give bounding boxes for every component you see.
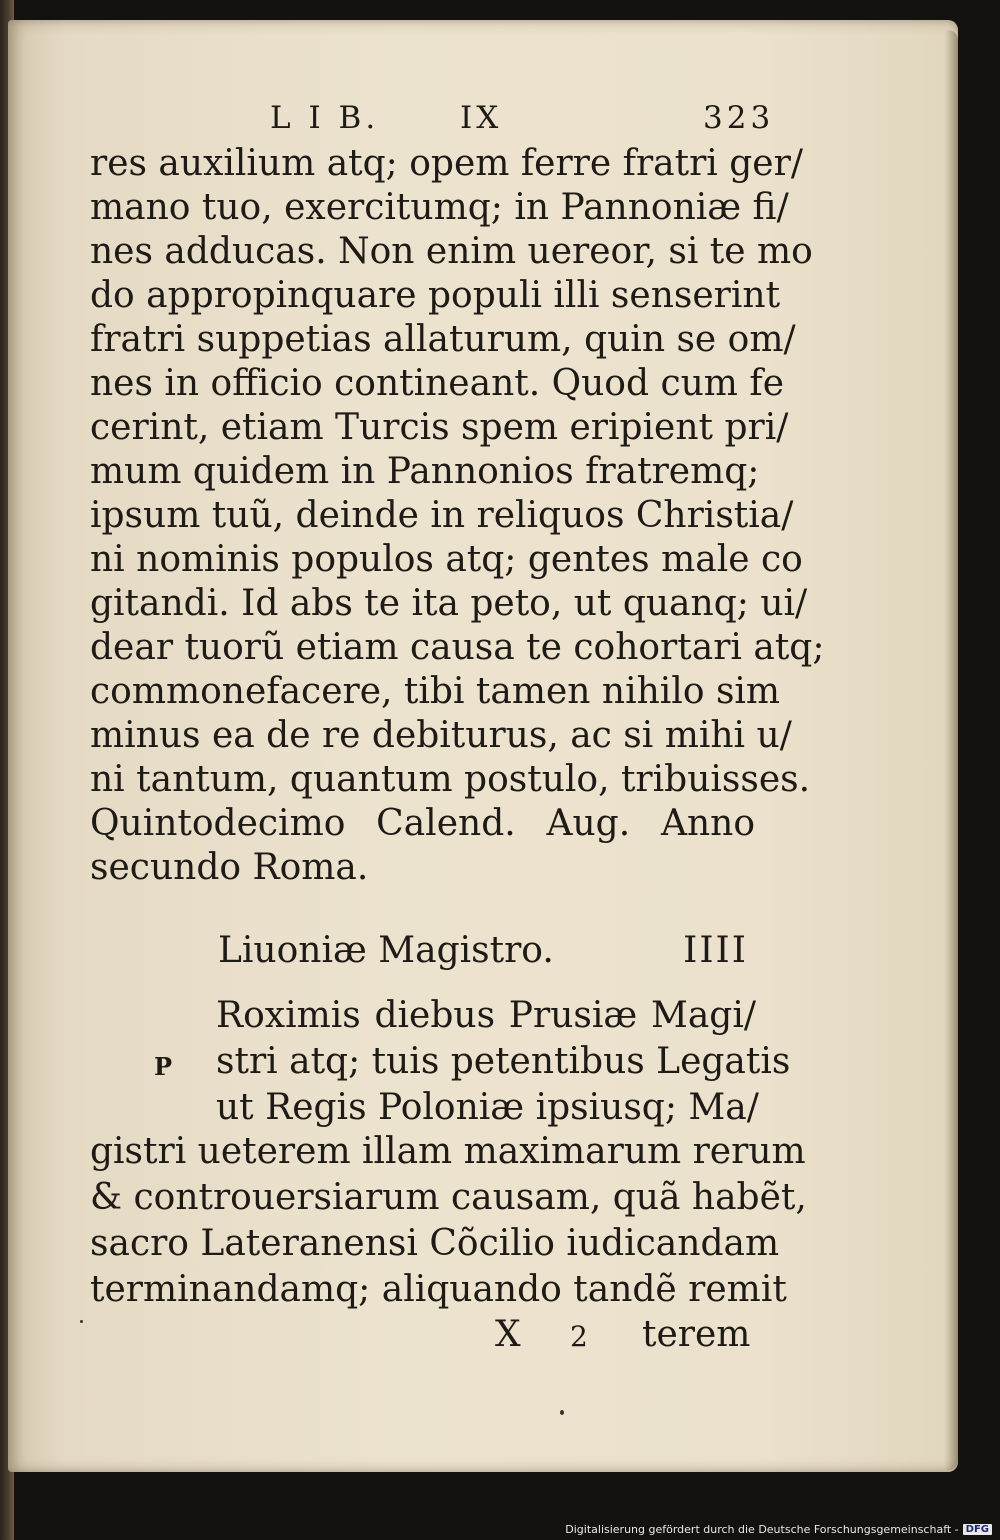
body-line: minus ea de re debiturus, ac si mihi u/ (90, 715, 792, 756)
dfg-logo-icon: DFG (963, 1524, 992, 1535)
catchword: terem (642, 1314, 751, 1355)
section-number: IIII (683, 930, 748, 971)
body-line: res auxilium atq; opem ferre fratri ger/ (90, 143, 803, 184)
body-line: nes in officio contineant. Quod cum fe (90, 363, 785, 404)
paper-speck (80, 1320, 83, 1323)
body-line: mum quidem in Pannonios fratremq; (90, 451, 760, 492)
body-line: gitandi. Id abs te ita peto, ut quanq; ui/ (90, 583, 808, 624)
body-line: commonefacere, tibi tamen nihilo sim (90, 671, 781, 712)
footer-credit: Digitalisierung gefördert durch die Deutsche Forschungsgemeinschaft - (565, 1523, 959, 1536)
signature-line (90, 1314, 755, 1360)
body-line: cerint, etiam Turcis spem eripient pri/ (90, 407, 789, 448)
book-page (8, 20, 958, 1472)
section-line: terminandamq; aliquando tandẽ remit (90, 1269, 787, 1310)
body-line: dear tuorũ etiam causa te cohortari atq; (90, 627, 825, 668)
running-head-book: L I B. (270, 100, 380, 136)
section-line-indented: stri atq; tuis petentibus Legatis (216, 1041, 791, 1082)
body-line: ni nominis populos atq; gentes male co (90, 539, 803, 580)
signature-mark: X (495, 1314, 521, 1355)
body-line: secundo Roma. (90, 847, 369, 888)
section-line: & controuersiarum causam, quã habẽt, (90, 1177, 807, 1218)
body-line: Quintodecimo Calend. Aug. Anno (90, 803, 755, 844)
page-number: 323 (703, 100, 775, 136)
body-line: ipsum tuũ, deinde in reliquos Christia/ (90, 495, 794, 536)
running-head (8, 100, 958, 140)
body-line: do appropinquare populi illi senserint (90, 275, 781, 316)
page-edge-shadow (944, 30, 958, 1470)
body-line: ni tantum, quantum postulo, tribuisses. (90, 759, 811, 800)
digitization-footer (565, 1523, 992, 1536)
section-line-indented: Roximis diebus Prusiæ Magi/ (216, 995, 756, 1036)
section-line-indented: ut Regis Poloniæ ipsiusq; Ma/ (216, 1087, 759, 1128)
section-heading (218, 930, 758, 976)
paper-speck (560, 1410, 564, 1415)
drop-initial: P (154, 1052, 173, 1081)
body-line: fratri suppetias allaturum, quin se om/ (90, 319, 796, 360)
section-line: sacro Lateranensi Cõcilio iudicandam (90, 1223, 780, 1264)
body-line: nes adducas. Non enim uereor, si te mo (90, 231, 813, 272)
section-line: gistri ueterem illam maximarum rerum (90, 1131, 806, 1172)
section-heading-title: Liuoniæ Magistro. (218, 930, 554, 971)
body-line: mano tuo, exercitumq; in Pannoniæ fi/ (90, 187, 789, 228)
signature-leaf: 2 (570, 1320, 588, 1353)
running-head-book-number: IX (460, 100, 503, 136)
